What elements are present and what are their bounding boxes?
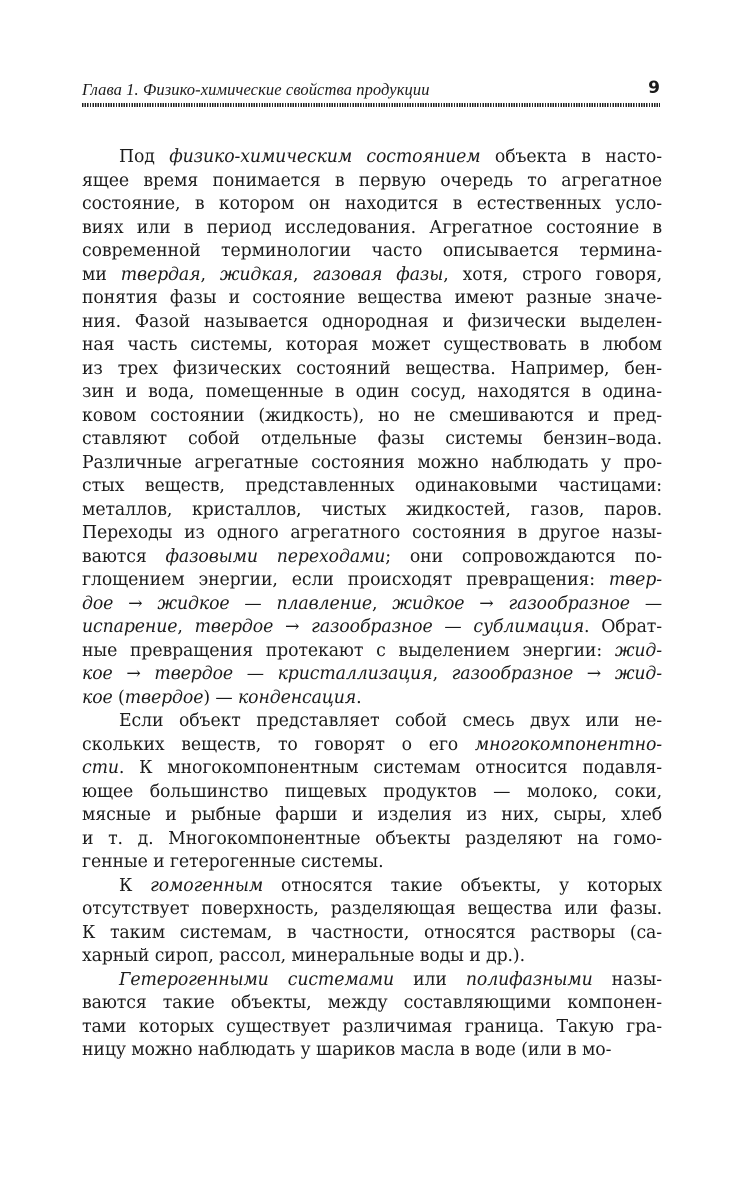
- text-line: [82, 875, 662, 899]
- text-segment: ; они сопровождаются по-: [385, 546, 662, 567]
- text-segment: . Обрат-: [584, 617, 662, 637]
- text-segment: тами которых существует различимая граница. Такую гра-: [82, 1016, 662, 1037]
- text-segment: . К многокомпонентным системам относится подавля-: [118, 758, 662, 778]
- text-segment: ) —: [203, 687, 238, 708]
- text-line: [82, 334, 662, 358]
- header-rule: [82, 103, 660, 107]
- emphasis-term: дое → жидкое — плавление: [82, 593, 373, 614]
- emphasis-term: гомогенным: [150, 875, 264, 896]
- text-line: [82, 170, 662, 194]
- emphasis-term: физико-химическим состоянием: [169, 147, 481, 167]
- text-segment: , хотя, строго говоря,: [443, 264, 663, 285]
- text-segment: Переходы из одного агрегатного состояния в другое назы-: [82, 523, 662, 543]
- emphasis-term: кое → твердое — кристаллизация: [82, 664, 433, 684]
- text-segment: ставляют собой отдельные фазы системы бензин–вода.: [82, 429, 662, 449]
- text-line: [82, 240, 662, 264]
- text-line: [82, 146, 662, 170]
- text-line: [82, 992, 662, 1016]
- emphasis-term: твердое → газообразное — сублимация: [194, 617, 585, 637]
- emphasis-term: Гетерогенными системами: [119, 969, 395, 990]
- text-segment: Если объект представляет собой смесь двух или не-: [119, 711, 662, 731]
- emphasis-term: сти: [82, 758, 119, 778]
- text-line: [82, 358, 662, 382]
- text-line: [82, 828, 662, 852]
- text-line: [82, 616, 662, 640]
- emphasis-term: твер-: [608, 570, 662, 590]
- emphasis-term: кое: [82, 687, 113, 708]
- text-segment: относятся такие объекты, у которых: [263, 875, 662, 896]
- text-segment: металлов, кристаллов, чистых жидкостей, газов, паров.: [82, 499, 662, 520]
- emphasis-term: фазовыми переходами: [165, 546, 386, 567]
- text-line: [82, 193, 662, 217]
- text-line: [82, 757, 662, 781]
- text-line: [82, 1016, 662, 1040]
- text-line: [82, 663, 662, 687]
- text-line: [82, 804, 662, 828]
- text-segment: ницу можно наблюдать у шариков масла в воде (или в мо-: [82, 1040, 612, 1060]
- text-segment: современной терминологии часто описывается термина-: [82, 241, 662, 261]
- text-line: [82, 851, 662, 875]
- text-segment: назы-: [592, 969, 662, 990]
- emphasis-term: конденсация: [237, 687, 357, 708]
- text-segment: и т. д. Многокомпонентные объекты разделяют на гомо-: [82, 828, 662, 849]
- emphasis-term: жидкая: [219, 264, 294, 285]
- text-line: [82, 381, 662, 405]
- emphasis-term: газообразное → жид-: [451, 664, 662, 684]
- text-segment: ,: [372, 593, 393, 614]
- text-segment: ная часть системы, которая может существовать в любом: [82, 335, 662, 355]
- text-segment: ,: [200, 264, 220, 285]
- text-line: [82, 710, 662, 734]
- emphasis-term: многокомпонентно-: [474, 734, 662, 755]
- text-segment: скольких веществ, то говорят о его: [82, 734, 475, 755]
- text-segment: отсутствует поверхность, разделяющая вещества или фазы.: [82, 899, 662, 919]
- text-line: [82, 687, 662, 711]
- text-segment: ми: [82, 264, 121, 285]
- text-segment: объекта в насто-: [480, 147, 662, 167]
- running-header: [82, 80, 660, 100]
- text-line: [82, 499, 662, 523]
- body-text: [82, 146, 662, 1063]
- emphasis-term: жид-: [614, 640, 662, 661]
- text-segment: ,: [432, 664, 452, 684]
- text-line: [82, 734, 662, 758]
- text-line: [82, 922, 662, 946]
- text-line: [82, 452, 662, 476]
- text-line: [82, 546, 662, 570]
- text-segment: стых веществ, представленных одинаковыми частицами:: [82, 476, 662, 496]
- text-segment: харный сироп, рассол, минеральные воды и др.).: [82, 946, 525, 966]
- text-line: [82, 264, 662, 288]
- text-line: [82, 311, 662, 335]
- text-line: [82, 569, 662, 593]
- text-segment: .: [356, 687, 362, 708]
- text-line: [82, 969, 662, 993]
- text-segment: ния. Фазой называется однородная и физически выделен-: [82, 311, 662, 332]
- text-segment: понятия фазы и состояние вещества имеют разные значе-: [82, 288, 662, 308]
- text-segment: ваются такие объекты, между составляющими компонен-: [82, 993, 662, 1013]
- text-segment: Под: [119, 147, 170, 167]
- text-line: [82, 522, 662, 546]
- text-segment: виях или в период исследования. Агрегатное состояние в: [82, 217, 662, 238]
- text-line: [82, 405, 662, 429]
- text-line: [82, 593, 662, 617]
- text-segment: ющее большинство пищевых продуктов — молоко, соки,: [82, 781, 662, 802]
- text-segment: ваются: [82, 546, 166, 567]
- running-title: Глава 1. Физико-химические свойства продукции: [82, 80, 430, 99]
- text-segment: из трех физических состояний вещества. Например, бен-: [82, 358, 662, 379]
- text-segment: К: [119, 875, 151, 896]
- emphasis-term: газовая фазы: [312, 264, 444, 285]
- text-line: [82, 898, 662, 922]
- emphasis-term: испарение: [82, 617, 178, 637]
- text-segment: глощением энергии, если происходят превращения:: [82, 570, 609, 590]
- text-line: [82, 217, 662, 241]
- emphasis-term: полифазными: [465, 969, 593, 990]
- text-segment: ящее время понимается в первую очередь то агрегатное: [82, 170, 662, 191]
- text-segment: К таким системам, в частности, относятся растворы (са-: [82, 922, 662, 943]
- text-line: [82, 475, 662, 499]
- text-line: [82, 287, 662, 311]
- text-line: [82, 1039, 662, 1063]
- text-segment: зин и вода, помещенные в один сосуд, находятся в одина-: [82, 382, 662, 402]
- text-line: [82, 428, 662, 452]
- text-segment: или: [394, 969, 466, 990]
- text-segment: ные превращения протекают с выделением энергии:: [82, 640, 615, 661]
- text-line: [82, 640, 662, 664]
- text-segment: генные и гетерогенные системы.: [82, 852, 384, 872]
- text-segment: ,: [293, 264, 313, 285]
- text-segment: ковом состоянии (жидкость), но не смешиваются и пред-: [82, 405, 662, 426]
- text-line: [82, 781, 662, 805]
- text-segment: ,: [177, 617, 195, 637]
- text-segment: Различные агрегатные состояния можно наблюдать у про-: [82, 452, 662, 473]
- emphasis-term: твердое: [124, 687, 204, 708]
- text-segment: (: [112, 687, 125, 708]
- page-number: 9: [648, 78, 660, 98]
- text-segment: мясные и рыбные фарши и изделия из них, сыры, хлеб: [82, 805, 662, 825]
- emphasis-term: твердая: [120, 264, 201, 285]
- emphasis-term: жидкое → газообразное —: [392, 593, 662, 614]
- text-segment: состояние, в котором он находится в естественных усло-: [82, 194, 662, 214]
- text-line: [82, 945, 662, 969]
